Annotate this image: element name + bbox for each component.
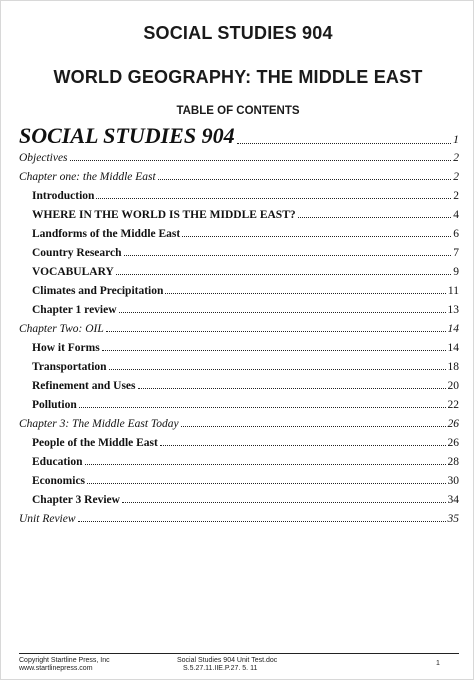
toc-entry <box>32 475 459 487</box>
toc-entry <box>32 399 459 411</box>
toc-entry-label: Introduction <box>32 190 95 202</box>
toc-leader-dots <box>122 501 446 503</box>
toc-entry <box>19 323 459 335</box>
toc-entry <box>32 494 459 506</box>
toc-entry-label: Chapter one: the Middle East <box>19 171 156 183</box>
toc-leader-dots <box>96 197 451 199</box>
toc-entry-label: Chapter Two: OIL <box>19 323 104 335</box>
footer-copyright: Copyright Startline Press, Inc <box>19 657 110 664</box>
toc-entry <box>32 228 459 240</box>
toc-entry-label: Chapter 3: The Middle East Today <box>19 418 179 430</box>
toc-leader-dots <box>85 463 446 465</box>
footer-divider <box>19 653 459 654</box>
toc-entry-page: 20 <box>447 380 459 392</box>
toc-leader-dots <box>181 425 446 427</box>
toc-entry-page: 2 <box>453 190 459 202</box>
toc-entry-page: 22 <box>447 399 459 411</box>
toc-entry-label: People of the Middle East <box>32 437 158 449</box>
toc-entry-label: Pollution <box>32 399 77 411</box>
toc-entry <box>19 123 459 149</box>
toc-leader-dots <box>119 311 446 313</box>
toc-leader-dots <box>87 482 445 484</box>
toc-entry-page: 14 <box>447 323 459 335</box>
toc-leader-dots <box>160 444 446 446</box>
toc-entry-page: 34 <box>447 494 459 506</box>
toc-leader-dots <box>158 178 452 180</box>
toc-entry-label: Refinement and Uses <box>32 380 136 392</box>
toc-entry-label: Chapter 3 Review <box>32 494 120 506</box>
toc-entry <box>19 418 459 430</box>
toc-leader-dots <box>165 292 446 294</box>
toc-entry <box>32 342 459 354</box>
toc-entry-page: 28 <box>447 456 459 468</box>
toc-leader-dots <box>138 387 446 389</box>
toc-leader-dots <box>79 406 446 408</box>
toc-entry-label: Landforms of the Middle East <box>32 228 181 240</box>
toc-entry <box>19 513 459 525</box>
toc-entry-label: Transportation <box>32 361 107 373</box>
toc-entry-label: VOCABULARY <box>32 266 114 278</box>
toc-entry <box>32 190 459 202</box>
toc-entry-page: 9 <box>453 266 459 278</box>
toc-leader-dots <box>109 368 446 370</box>
unit-title: WORLD GEOGRAPHY: THE MIDDLE EAST <box>53 67 423 87</box>
toc-entry-label: Climates and Precipitation <box>32 285 164 297</box>
toc-leader-dots <box>124 254 452 256</box>
toc-leader-dots <box>182 235 451 237</box>
toc-entry <box>19 171 459 183</box>
toc-entry-page: 14 <box>447 342 459 354</box>
toc-leader-dots <box>70 159 452 161</box>
toc-entry-page: 13 <box>447 304 459 316</box>
toc-entry <box>32 437 459 449</box>
toc-leader-dots <box>102 349 446 351</box>
toc-entry-page: 11 <box>447 285 459 297</box>
toc-leader-dots <box>116 273 451 275</box>
toc-entry-page: 2 <box>453 152 459 164</box>
toc-entry-label: How it Forms <box>32 342 100 354</box>
toc-entry-label: Economics <box>32 475 86 487</box>
toc-entry-label: Unit Review <box>19 513 76 525</box>
toc-entry <box>19 152 459 164</box>
toc-leader-dots <box>78 520 446 522</box>
toc-entry <box>32 456 459 468</box>
toc-entry <box>32 380 459 392</box>
toc-entry-page: 4 <box>453 209 459 221</box>
toc-entry-page: 18 <box>447 361 459 373</box>
toc-leader-dots <box>106 330 446 332</box>
toc-entry <box>32 266 459 278</box>
footer-filename: Social Studies 904 Unit Test.doc <box>177 657 278 664</box>
toc-entry <box>32 285 459 297</box>
toc-entry <box>32 209 459 221</box>
toc-entry-page: 2 <box>453 171 459 183</box>
toc-entry-page: 1 <box>453 132 459 146</box>
toc-entry-label: Country Research <box>32 247 122 259</box>
toc-entry <box>32 361 459 373</box>
toc-entry-page: 30 <box>447 475 459 487</box>
toc-entry-page: 7 <box>453 247 459 259</box>
toc-entry <box>32 304 459 316</box>
course-title: SOCIAL STUDIES 904 <box>143 23 333 43</box>
footer-page-number: 1 <box>436 660 440 667</box>
toc-entry-label: Objectives <box>19 152 68 164</box>
toc-entry-label: Education <box>32 456 83 468</box>
toc-entry-page: 6 <box>453 228 459 240</box>
footer-standards: S.5.27.11.IIE.P.27. 5. 11 <box>183 665 258 672</box>
toc-entry-label: WHERE IN THE WORLD IS THE MIDDLE EAST? <box>32 209 296 221</box>
toc-entry-label: Chapter 1 review <box>32 304 117 316</box>
toc-entry-page: 26 <box>447 437 459 449</box>
toc-entry-label: SOCIAL STUDIES 904 <box>19 123 235 148</box>
footer-website: www.startlinepress.com <box>19 665 93 672</box>
toc-entry-page: 35 <box>447 513 459 525</box>
toc-entry <box>32 247 459 259</box>
toc-leader-dots <box>298 216 452 218</box>
toc-entry-page: 26 <box>447 418 459 430</box>
toc-heading: TABLE OF CONTENTS <box>176 105 300 117</box>
toc-leader-dots <box>237 142 451 144</box>
